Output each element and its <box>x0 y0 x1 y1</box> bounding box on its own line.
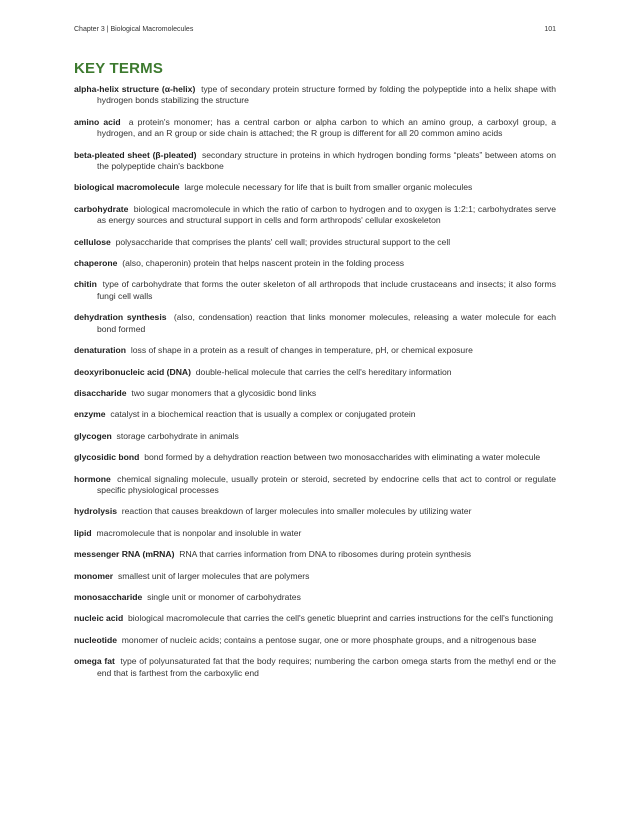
term-name: deoxyribonucleic acid (DNA) <box>74 366 191 377</box>
term-name: monomer <box>74 570 114 581</box>
term-definition: loss of shape in a protein as a result of changes in temperature, pH, or chemical exposure <box>130 345 473 356</box>
term-entry <box>74 528 556 539</box>
term-definition: large molecule necessary for life that is built from smaller organic molecules <box>184 182 473 193</box>
term-definition: two sugar monomers that a glycosidic bond links <box>131 387 317 398</box>
term-name: denaturation <box>74 345 127 356</box>
page-number: 101 <box>544 26 556 33</box>
term-entry <box>74 117 556 140</box>
term-entry <box>74 474 556 497</box>
term-name: glycogen <box>74 430 112 441</box>
term-definition: type of secondary protein structure formed by folding the polypeptide into a helix shape with hydrogen bonds stabilizing the structure <box>97 84 556 106</box>
term-name: beta-pleated sheet (β-pleated) <box>74 149 197 160</box>
term-name: alpha-helix structure (α-helix) <box>74 84 196 94</box>
term-entry <box>74 312 556 335</box>
section-title: KEY TERMS <box>74 60 164 77</box>
term-definition: reaction that causes breakdown of larger molecules into smaller molecules by utilizing water <box>121 506 472 517</box>
term-entry <box>74 452 556 463</box>
term-definition: storage carbohydrate in animals <box>116 430 239 441</box>
term-definition: RNA that carries information from DNA to ribosomes during protein synthesis <box>179 549 472 560</box>
term-name: chitin <box>74 279 97 290</box>
term-entry <box>74 656 556 679</box>
term-name: dehydration synthesis <box>74 312 167 323</box>
term-name: lipid <box>74 527 92 538</box>
term-entry <box>74 182 556 193</box>
term-entry <box>74 635 556 646</box>
term-definition: (also, chaperonin) protein that helps nascent protein in the folding process <box>122 258 405 269</box>
term-name: chaperone <box>74 258 118 269</box>
term-definition: bond formed by a dehydration reaction between two monosaccharides with eliminating a water molecule <box>144 452 541 463</box>
term-definition: secondary structure in proteins in which hydrogen bonding forms “pleats” between atoms on the polypeptide chain's backbone <box>97 149 556 172</box>
term-definition: biological macromolecule that carries the cell's genetic blueprint and carries instructions for the cell's functioning <box>127 613 554 624</box>
chapter-title: Chapter 3 | Biological Macromolecules <box>74 26 194 33</box>
term-name: monosaccharide <box>74 591 143 602</box>
term-entry <box>74 367 556 378</box>
term-name: nucleic acid <box>74 613 124 624</box>
term-entry <box>74 613 556 624</box>
term-definition: double-helical molecule that carries the cell's hereditary information <box>195 366 452 377</box>
term-definition: type of polyunsaturated fat that the body requires; numbering the carbon omega starts from the methyl end or the end that is farthest from the carboxylic end <box>97 656 557 678</box>
term-entry <box>74 431 556 442</box>
term-name: amino acid <box>74 116 121 127</box>
term-name: omega fat <box>74 656 115 667</box>
term-entry <box>74 150 556 173</box>
term-definition: monomer of nucleic acids; contains a pentose sugar, one or more phosphate groups, and a nitrogenous base <box>121 634 537 645</box>
term-entry <box>74 345 556 356</box>
term-entry <box>74 506 556 517</box>
term-definition: type of carbohydrate that forms the outer skeleton of all arthropods that include crustaceans and insects; it also forms fungi cell walls <box>97 279 556 301</box>
term-entry <box>74 409 556 420</box>
term-entry <box>74 258 556 269</box>
term-definition: catalyst in a biochemical reaction that is usually a complex or conjugated protein <box>110 409 416 420</box>
term-definition: single unit or monomer of carbohydrates <box>147 591 301 602</box>
term-entry <box>74 592 556 603</box>
term-name: biological macromolecule <box>74 182 180 193</box>
term-name: cellulose <box>74 236 111 247</box>
term-definition: macromolecule that is nonpolar and insoluble in water <box>96 527 302 538</box>
term-definition: smallest unit of larger molecules that are polymers <box>117 570 310 581</box>
term-name: messenger RNA (mRNA) <box>74 549 175 560</box>
term-entry <box>74 204 556 227</box>
key-terms-list <box>74 84 556 689</box>
term-entry <box>74 237 556 248</box>
page-header <box>74 26 556 38</box>
term-entry <box>74 279 556 302</box>
term-name: hormone <box>74 473 111 484</box>
term-definition: polysaccharide that comprises the plants' cell wall; provides structural support to the cell <box>115 236 451 247</box>
term-definition: chemical signaling molecule, usually protein or steroid, secreted by endocrine cells that act to control or regulate specific physiological processes <box>97 473 556 495</box>
term-definition: (also, condensation) reaction that links monomer molecules, releasing a water molecule for each bond formed <box>97 312 556 334</box>
term-name: carbohydrate <box>74 203 129 214</box>
term-entry <box>74 549 556 560</box>
term-entry <box>74 388 556 399</box>
term-name: hydrolysis <box>74 506 117 517</box>
term-entry <box>74 571 556 582</box>
term-definition: a protein's monomer; has a central carbon or alpha carbon to which an amino group, a carboxyl group, a hydrogen, and an R group or side chain is attached; the R group is different for all 20 common amino acids <box>97 116 557 139</box>
term-name: nucleotide <box>74 634 117 645</box>
term-name: glycosidic bond <box>74 452 140 463</box>
term-definition: biological macromolecule in which the ratio of carbon to hydrogen and to oxygen is 1:2:1; carbohydrates serve as energy sources and structural support in cells and form arthropods' cellular exoskeleton <box>97 203 557 226</box>
term-name: enzyme <box>74 409 106 420</box>
term-name: disaccharide <box>74 387 127 398</box>
term-entry <box>74 84 556 107</box>
